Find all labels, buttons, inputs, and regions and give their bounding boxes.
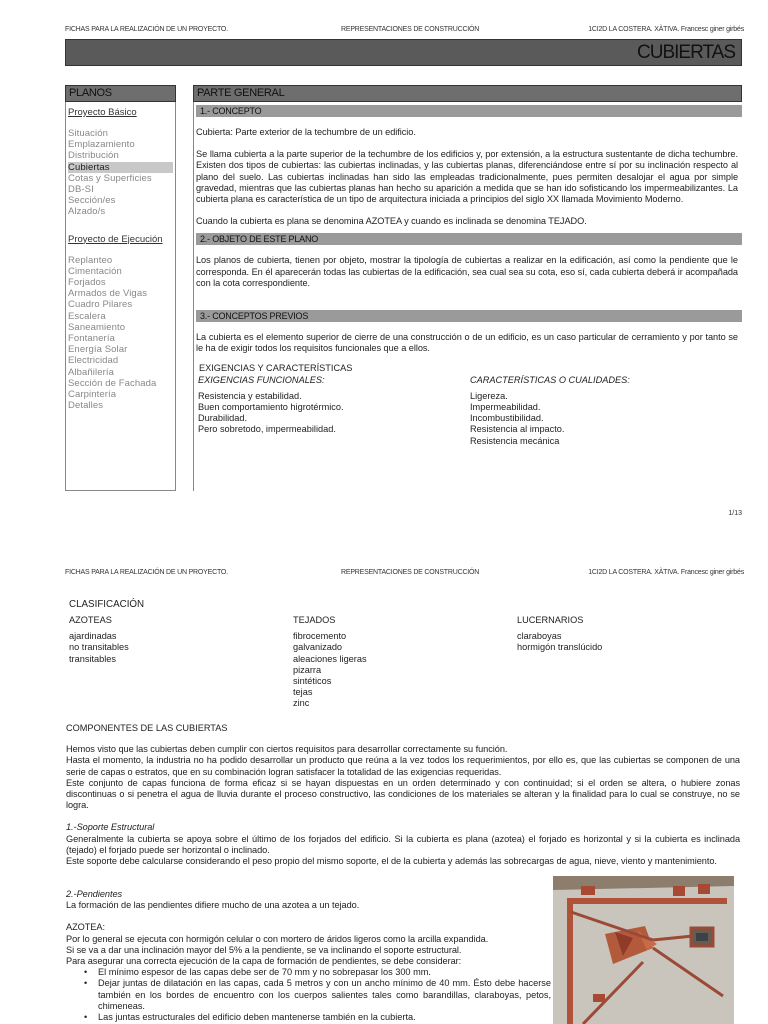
class-title: CLASIFICACIÓN — [69, 599, 145, 610]
char-item: Impermeabilidad. — [470, 402, 541, 413]
s1-p3: Cuando la cubierta es plana se denomina AZOTEA y cuando es inclinada se denomina TEJADO. — [196, 216, 587, 227]
nav-item-replanteo[interactable]: Replanteo — [68, 254, 113, 266]
tejado-item: aleaciones ligeras — [293, 653, 367, 664]
header-center: REPRESENTACIONES DE CONSTRUCCIÓN — [341, 26, 480, 33]
azotea-item: no transitables — [69, 642, 129, 653]
azotea-p3: Para asegurar una correcta ejecución de la capa de formación de pendientes, se debe considerar: — [66, 956, 462, 967]
nav-item-cimentacion[interactable]: Cimentación — [68, 265, 122, 277]
tejados-title: TEJADOS — [293, 615, 336, 625]
requirements-columns — [194, 375, 742, 455]
s1-p1: Cubierta: Parte exterior de la techumbre de un edificio. — [196, 127, 416, 137]
s2-p1: Los planos de cubierta, tienen por objeto, mostrar la tipología de cubiertas a realizar en la edificación, así como la pendiente que le corresponda. En él aparecerán todas las cubiertas de la edificación, sea cual sea su cota, eso sí, cada cubierta deberá ir acompañada con la cota correspondiente. — [196, 255, 738, 288]
tejado-item: zinc — [293, 698, 310, 709]
nav-exec-heading[interactable]: Proyecto de Ejecución — [68, 233, 163, 245]
nav-item-seccion-fachada[interactable]: Sección de Fachada — [68, 377, 157, 389]
azotea-label: AZOTEA: — [66, 922, 105, 933]
sidebar-title: PLANOS — [65, 85, 176, 102]
nav-item-detalles[interactable]: Detalles — [68, 400, 104, 412]
nav-basic-list — [68, 128, 173, 218]
nav-item-alzados[interactable]: Alzado/s — [68, 206, 106, 218]
func-item: Pero sobretodo, impermeabilidad. — [198, 424, 336, 435]
func-item: Buen comportamiento higrotérmico. — [198, 402, 344, 413]
nav-item-emplazamiento[interactable]: Emplazamiento — [68, 139, 135, 151]
nav-item-pilares[interactable]: Cuadro Pilares — [68, 299, 133, 311]
requirements-title: EXIGENCIAS Y CARACTERÍSTICAS — [199, 363, 353, 374]
section-1-title: 1.- CONCEPTO — [196, 105, 742, 117]
nav-item-cubiertas[interactable]: Cubiertas — [68, 162, 173, 173]
lucernarios-column — [517, 615, 602, 654]
lucernario-item: claraboyas — [517, 631, 562, 642]
nav-item-electricidad[interactable]: Electricidad — [68, 355, 119, 367]
title-banner — [65, 39, 742, 66]
lucernario-item: hormigón translúcido — [517, 642, 603, 653]
nav-item-saneamiento[interactable]: Saneamiento — [68, 321, 126, 333]
header2-right: 1CI2D LA COSTERA. XÀTIVA. Francesc giner girbés — [588, 569, 744, 576]
char-item: Resistencia al impacto. — [470, 424, 565, 435]
nav-item-fontaneria[interactable]: Fontanería — [68, 333, 115, 345]
nav-item-cotas[interactable]: Cotas y Superficies — [68, 172, 152, 184]
header2-center: REPRESENTACIONES DE CONSTRUCCIÓN — [341, 569, 480, 576]
tejados-column — [293, 615, 367, 710]
s3-p1: La cubierta es el elemento superior de cierre de una construcción o de un edificio, es un caso particular de cerramiento y por tanto se le ha de exigir todos los requisitos funcionales que a ellos. — [196, 332, 738, 354]
char-item: Ligereza. — [470, 390, 508, 401]
azotea-bullet: • Las juntas estructurales del edificio deben mantenerse también en la cubierta. — [80, 1012, 551, 1023]
func-title: EXIGENCIAS FUNCIONALES: — [198, 374, 325, 385]
soporte-p2: Este soporte debe calcularse considerando el peso propio del mismo soporte, el de la cubierta y además las sobrecargas de agua, nieve, viento y mantenimiento. — [66, 856, 717, 867]
azotea-bullet: • El mínimo espesor de las capas debe ser de 70 mm y no sobrepasar los 300 mm. — [80, 967, 551, 978]
tejado-item: galvanizado — [293, 642, 343, 653]
nav-item-distribucion[interactable]: Distribución — [68, 150, 119, 162]
azotea-bullets — [80, 967, 551, 1023]
banner-title: CUBIERTAS — [637, 42, 735, 63]
nav-item-forjados[interactable]: Forjados — [68, 277, 106, 289]
sidebar-panel — [65, 102, 176, 491]
s1-p2: Se llama cubierta a la parte superior de la techumbre de los edificios y, por extensión, a la estructura sustentante de dicha techumbre. Existen dos tipos de cubiertas: las cubiertas inclinadas, y las cubiertas planas, diferenciándose entre sí por su inclinación respecto al plano del suelo. Las cubiertas inclinadas han sido las empleadas tradicionalmente, pues permiten desalojar el agua por simple gravedad, mientras que las cubiertas planas han hecho su aparición a medida que se han ido sofisticando los impermeabilizantes. La cubierta plana es característica de un tipo de arquitectura iniciada a principios del siglo XX llamada Movimiento Moderno. — [196, 149, 738, 205]
tejado-item: fibrocemento — [293, 631, 347, 642]
soporte-title: 1.-Soporte Estructural — [66, 822, 155, 833]
nav-item-situacion[interactable]: Situación — [68, 128, 108, 139]
tejado-item: sintéticos — [293, 676, 332, 687]
nav-basic-heading[interactable]: Proyecto Básico — [68, 107, 137, 118]
azotea-item: transitables — [69, 653, 116, 664]
char-item: Incombustibilidad. — [470, 413, 544, 424]
nav-item-energia-solar[interactable]: Energía Solar — [68, 344, 128, 356]
azotea-p2: Si se va a dar una inclinación mayor del 5% a la pendiente, se va inclinando el soporte estructural. — [66, 944, 462, 955]
char-title: CARACTERÍSTICAS O CUALIDADES: — [470, 374, 630, 385]
azotea-item: ajardinadas — [69, 631, 117, 642]
azotea-bullet: • Dejar juntas de dilatación en las capas, cada 5 metros y con un ancho mínimo de 40 mm. Ésto debe hacerse también en los bordes de encuentro con los cuerpos salientes tales como barandillas, claraboyas, petos, chimeneas. — [80, 978, 551, 1012]
header-left: FICHAS PARA LA REALIZACIÓN DE UN PROYECTO. — [65, 26, 228, 33]
nav-item-escalera[interactable]: Escalera — [68, 310, 106, 322]
pendientes-title: 2.-Pendientes — [66, 889, 123, 899]
roof-photo-image — [553, 876, 734, 1024]
azotea-p1: Por lo general se ejecuta con hormigón celular o con mortero de áridos ligeros como la arcilla expandida. — [66, 933, 489, 944]
char-item: Resistencia mecánica — [470, 435, 560, 446]
components-title: COMPONENTES DE LAS CUBIERTAS — [66, 723, 228, 733]
tejado-item: tejas — [293, 687, 313, 698]
comp-p3: Este conjunto de capas funciona de forma eficaz si se hayan dispuestas en un orden determinado y con continuidad; si el orden se altera, o hubiere zonas discontinuas o si penetra el agua de lluvia durante el proceso constructivo, las condiciones de los materiales se alteran y la finalidad para lo cual se construye, no se logra. — [66, 777, 740, 811]
section-3-title: 3.- CONCEPTOS PREVIOS — [196, 310, 742, 322]
comp-p2: Hasta el momento, la industria no ha podido desarrollar un producto que reúna a la vez todos los requerimientos, por ello es, que las cubiertas se componen de una serie de capas o estratos, que en su combinación logran satisfacer la totalidad de las exigencias requeridas. — [66, 755, 740, 777]
page-number: 1/13 — [728, 510, 742, 517]
func-item: Resistencia y estabilidad. — [198, 390, 302, 401]
main-panel — [193, 102, 742, 491]
section-2-title: 2.- OBJETO DE ESTE PLANO — [196, 233, 742, 245]
tejado-item: pizarra — [293, 664, 322, 675]
comp-p1: Hemos visto que las cubiertas deben cumplir con ciertos requisitos para desarrollar correctamente su función. — [66, 744, 508, 755]
header-right: 1CI2D LA COSTERA. XÀTIVA. Francesc giner girbés — [588, 26, 744, 33]
main-title: PARTE GENERAL — [193, 85, 742, 102]
nav-item-secciones[interactable]: Sección/es — [68, 195, 116, 207]
header2-left: FICHAS PARA LA REALIZACIÓN DE UN PROYECTO. — [65, 569, 228, 576]
func-item: Durabilidad. — [198, 413, 248, 424]
nav-item-carpinteria[interactable]: Carpintería — [68, 389, 117, 401]
soporte-p1: Generalmente la cubierta se apoya sobre el último de los forjados del edificio. Si la cubierta es plana (azotea) el forjado es horizontal y si la cubierta es inclinada (tejado) el forjado puede ser horizontal o inclinado. — [66, 833, 740, 855]
nav-item-db-si[interactable]: DB-SI — [68, 184, 94, 196]
components-section — [66, 723, 740, 867]
azoteas-title: AZOTEAS — [69, 615, 112, 625]
nav-item-armados[interactable]: Armados de Vigas — [68, 288, 148, 300]
pendientes-p1: La formación de las pendientes difiere mucho de una azotea a un tejado. — [66, 900, 360, 911]
roof-photo — [553, 876, 734, 1024]
nav-exec-list — [68, 255, 173, 412]
pendientes-section — [66, 889, 551, 1023]
lucernarios-title: LUCERNARIOS — [517, 615, 584, 625]
nav-item-albanileria[interactable]: Albañilería — [68, 366, 114, 378]
azoteas-column — [69, 615, 129, 665]
